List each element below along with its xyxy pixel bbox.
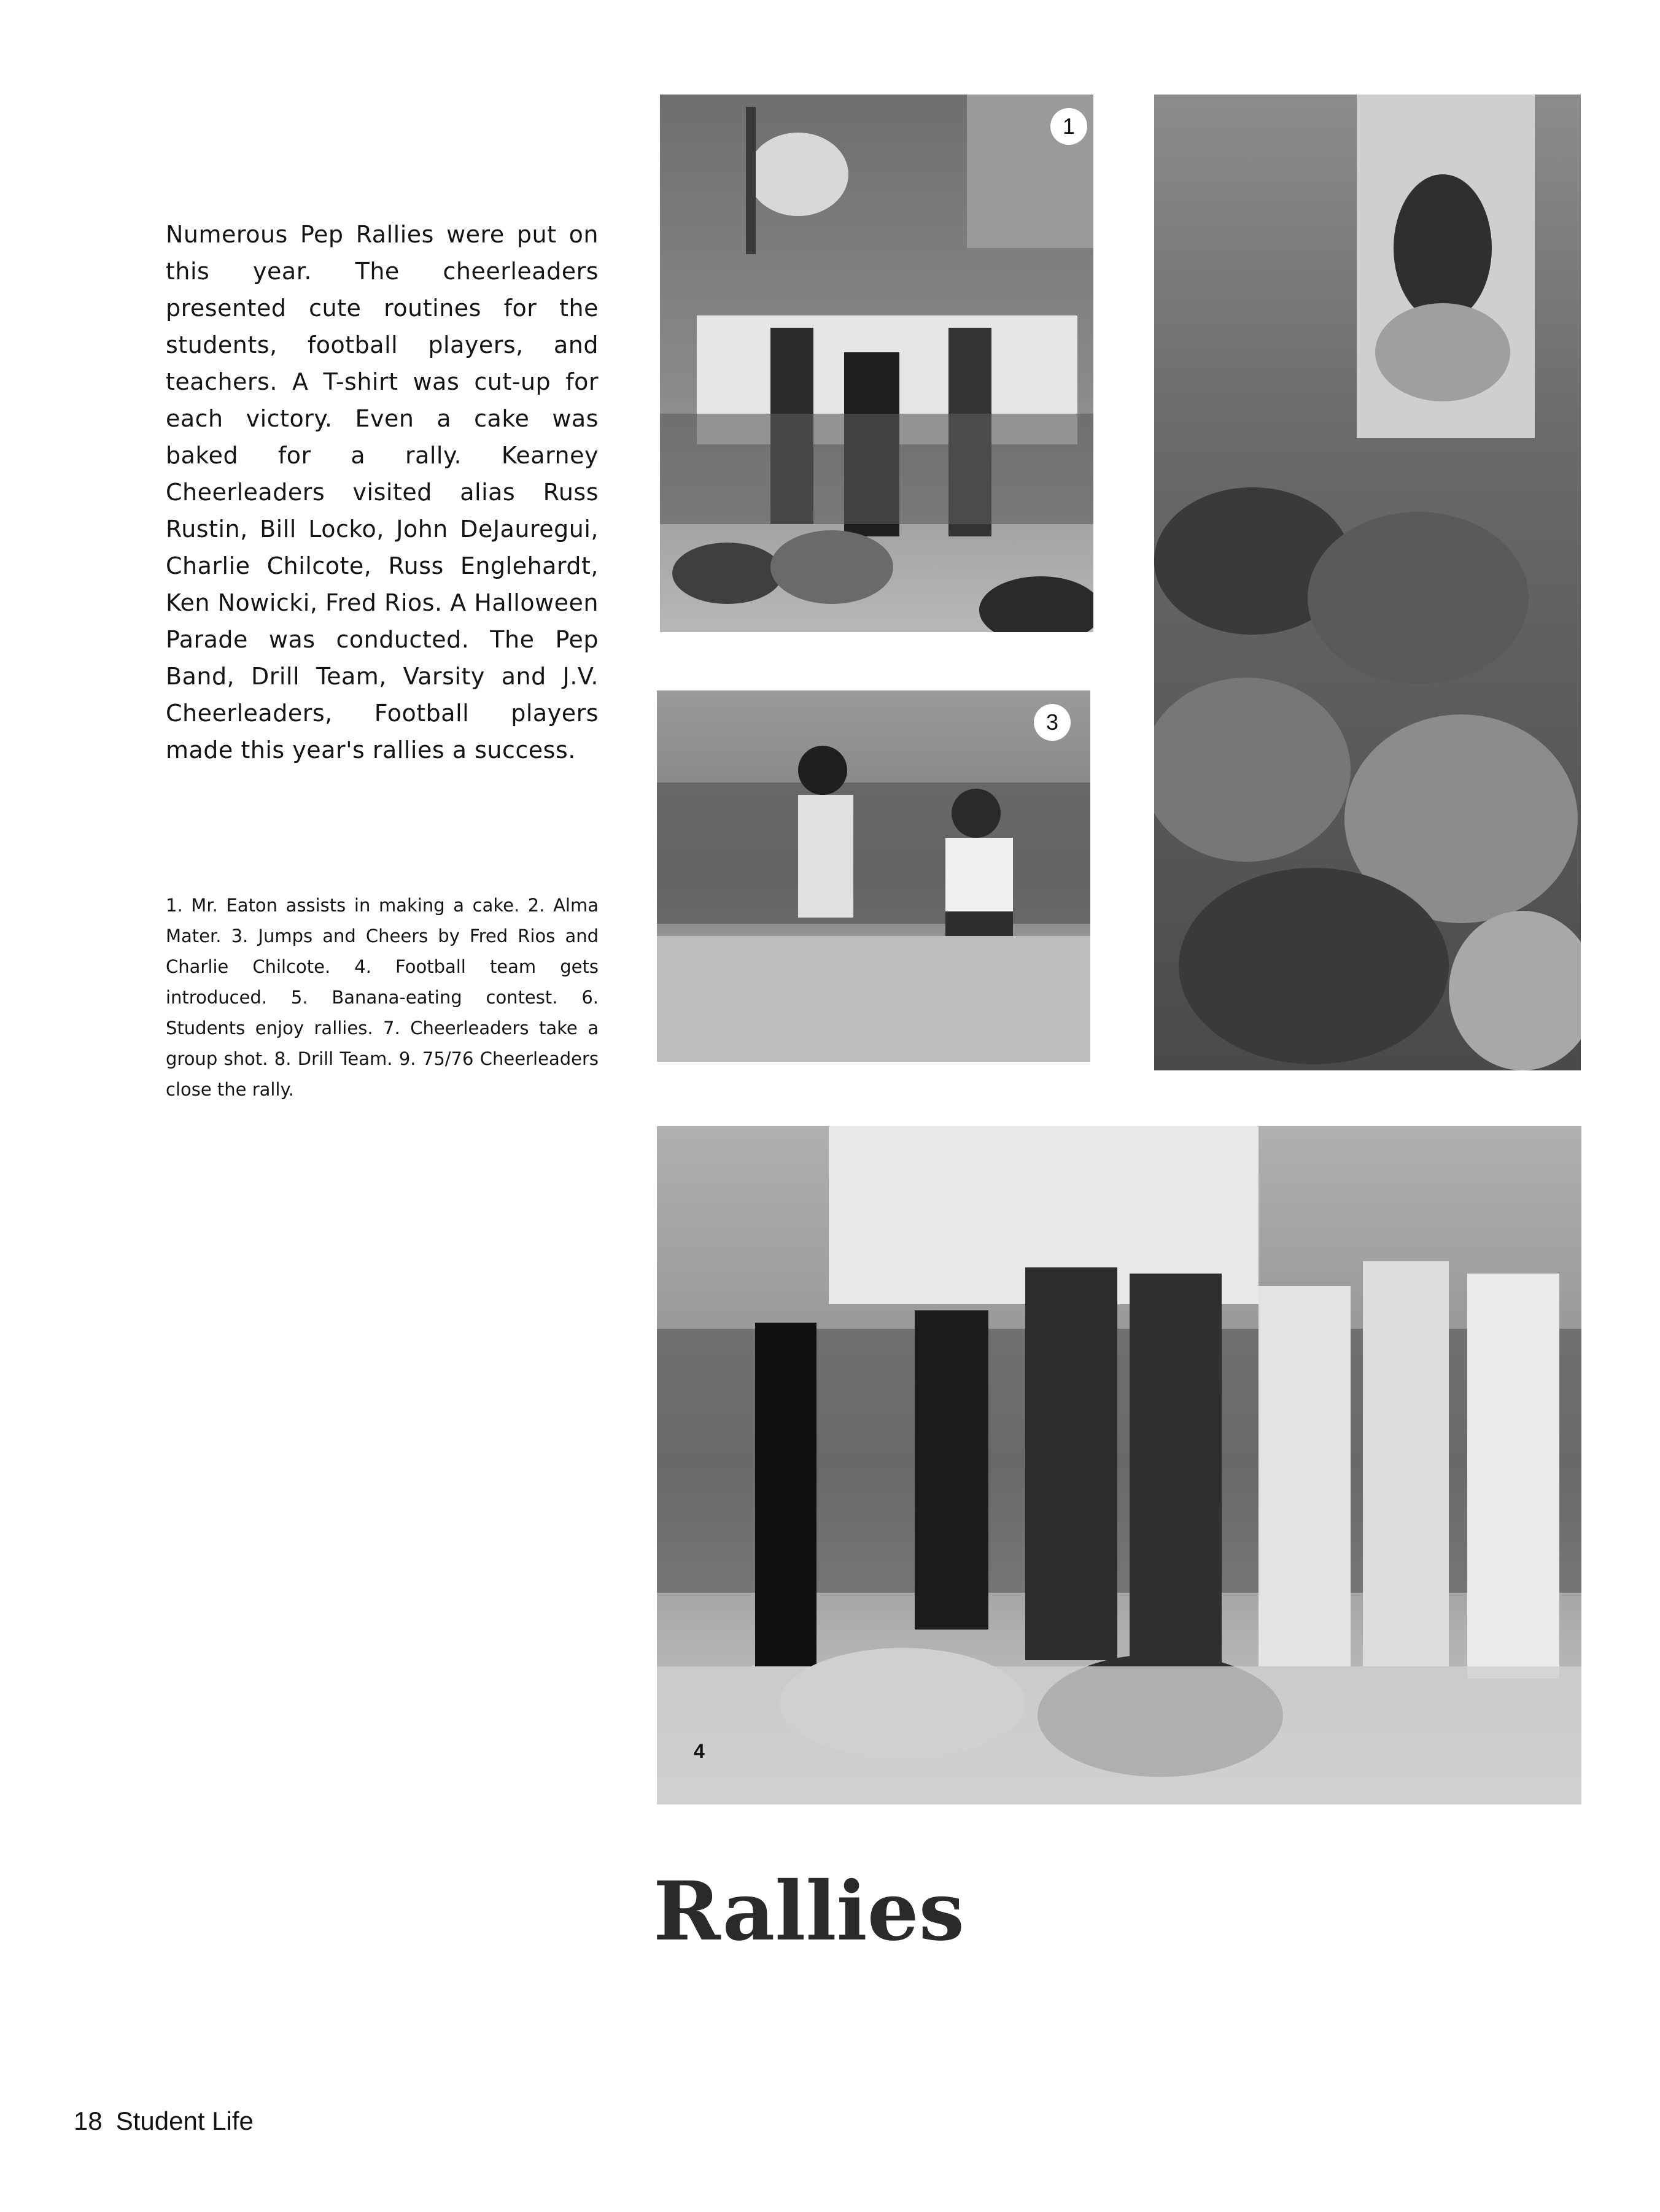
- photo-number-badge: 1: [1050, 108, 1087, 145]
- photo-1-cake-rally: [660, 95, 1093, 632]
- photo-number-badge: 3: [1034, 704, 1071, 741]
- photo-captions: 1. Mr. Eaton assists in making a cake. 2. Alma Mater. 3. Jumps and Cheers by Fred Rios and Charlie Chilcote. 4. Football team gets introduced. 5. Banana-eating contest. 6. Students enjoy rallies. 7. Cheerleaders take a group shot. 8. Drill Team. 9. 75/76 Cheerleaders close the rally.: [166, 895, 599, 1100]
- page-number: 18: [74, 2106, 103, 2135]
- photo-3-jumps-cheers: [657, 690, 1090, 1062]
- page-title: Rallies: [653, 1864, 964, 1959]
- intro-paragraph: Numerous Pep Rallies were put on this year. The cheerleaders presented cute routines for the students, football players, and teachers. A T-shirt was cut-up for each victory. Even a cake was baked for a rally. Kearney Cheerleaders visited alias Russ Rustin, Bill Locko, John DeJauregui, Charlie Chilcote, Russ Englehardt, Ken Nowicki, Fred Rios. A Halloween Parade was conducted. The Pep Band, Drill Team, Varsity and J.V. Cheerleaders, Football players made this year's rallies a success.: [166, 221, 599, 764]
- photo-2-students-bleachers: [1154, 95, 1581, 1070]
- section-name: Student Life: [115, 2106, 254, 2135]
- photo-4-football-team: [657, 1126, 1581, 1804]
- page-footer: [74, 2104, 254, 2138]
- photo-number-label: 4: [694, 1740, 705, 1762]
